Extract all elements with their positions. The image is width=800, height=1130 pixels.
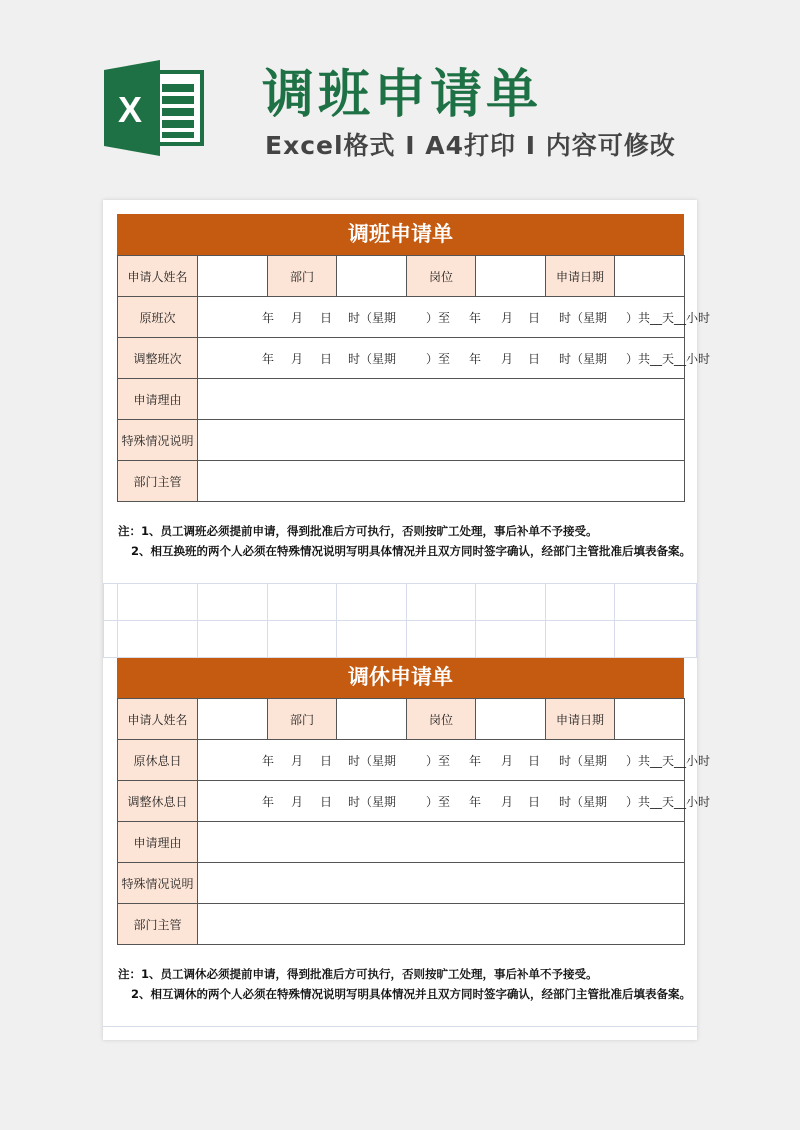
empty-cell[interactable] [614,620,697,658]
note-line: 注：1、员工调班必须提前申请，得到批准后方可执行，否则按旷工处理，事后补单不予接受。 [118,524,598,538]
note-line: 注：1、员工调休必须提前申请，得到批准后方可执行，否则按旷工处理，事后补单不予接受。 [118,967,598,981]
row-label: 原班次 [117,296,198,338]
field-label: 申请人姓名 [117,698,198,740]
row-label: 调整休息日 [117,780,198,822]
text-input[interactable] [197,903,685,945]
time-unit-label: 时（星期 [348,311,397,325]
empty-cell[interactable] [336,583,407,621]
time-unit-label: 月 [291,352,304,366]
time-range-input[interactable] [197,337,711,379]
row-label: 原休息日 [117,739,198,781]
row-label: 特殊情况说明 [117,419,198,461]
time-unit-label: 日 [320,311,333,325]
time-unit-label: 年 [262,795,275,809]
svg-text:X: X [117,89,143,130]
field-input[interactable] [614,698,685,740]
time-unit-label: 日 [528,311,541,325]
form-title: 调休申请单 [117,657,684,698]
field-input[interactable] [475,698,546,740]
time-unit-label: 年 [469,795,482,809]
time-unit-label: 日 [320,352,333,366]
time-unit-label: ）至 [426,795,451,809]
time-unit-label: 日 [528,795,541,809]
time-unit-label: 日 [528,754,541,768]
text-input[interactable] [197,821,685,863]
empty-cell[interactable] [406,583,476,621]
empty-cell[interactable] [336,620,407,658]
time-unit-label: 月 [501,311,514,325]
row-label: 特殊情况说明 [117,862,198,904]
time-unit-label: 年 [469,754,482,768]
time-unit-label: 时（星期 [559,795,608,809]
field-input[interactable] [336,698,407,740]
time-unit-label: 时（星期 [559,352,608,366]
empty-cell[interactable] [117,620,198,658]
time-unit-label: 年 [262,311,275,325]
time-unit-label: 时（星期 [348,352,397,366]
time-unit-label: ）共__天__小时 [626,754,711,768]
time-unit-label: 时（星期 [348,795,397,809]
field-label: 岗位 [406,255,476,297]
field-label: 申请日期 [545,698,615,740]
page-subtitle: Excel格式 I A4打印 I 内容可修改 [265,131,676,160]
page-title: 调班申请单 [262,65,543,125]
row-label: 部门主管 [117,903,198,945]
time-unit-label: 月 [501,352,514,366]
empty-cell[interactable] [545,620,615,658]
spreadsheet [103,200,711,1040]
field-label: 部门 [267,255,337,297]
gridline [103,1026,697,1027]
empty-cell[interactable] [103,583,118,621]
time-unit-label: ）至 [426,352,451,366]
empty-cell[interactable] [614,583,697,621]
field-input[interactable] [197,698,268,740]
time-unit-label: 年 [469,311,482,325]
time-range-input[interactable] [197,739,711,781]
time-unit-label: ）至 [426,311,451,325]
time-unit-label: 日 [320,754,333,768]
text-input[interactable] [197,419,685,461]
time-unit-label: 月 [291,795,304,809]
time-unit-label: 日 [320,795,333,809]
time-range-input[interactable] [197,780,711,822]
time-unit-label: 时（星期 [559,311,608,325]
empty-cell[interactable] [197,583,268,621]
row-label: 调整班次 [117,337,198,379]
time-unit-label: ）共__天__小时 [626,795,711,809]
time-unit-label: 日 [528,352,541,366]
time-unit-label: 月 [291,311,304,325]
field-input[interactable] [614,255,685,297]
form-title: 调班申请单 [117,214,684,255]
field-label: 岗位 [406,698,476,740]
time-unit-label: 时（星期 [348,754,397,768]
row-label: 申请理由 [117,378,198,420]
text-input[interactable] [197,862,685,904]
text-input[interactable] [197,378,685,420]
empty-cell[interactable] [475,583,546,621]
field-label: 部门 [267,698,337,740]
empty-cell[interactable] [103,620,118,658]
empty-cell[interactable] [267,583,337,621]
excel-logo-icon [104,58,204,158]
time-unit-label: ）共__天__小时 [626,311,711,325]
field-label: 申请日期 [545,255,615,297]
time-unit-label: ）至 [426,754,451,768]
field-input[interactable] [475,255,546,297]
empty-cell[interactable] [267,620,337,658]
time-unit-label: 时（星期 [559,754,608,768]
time-unit-label: 月 [501,754,514,768]
text-input[interactable] [197,460,685,502]
time-unit-label: 月 [291,754,304,768]
field-input[interactable] [336,255,407,297]
empty-cell[interactable] [197,620,268,658]
field-label: 申请人姓名 [117,255,198,297]
time-unit-label: 年 [262,352,275,366]
time-range-input[interactable] [197,296,711,338]
field-input[interactable] [197,255,268,297]
time-unit-label: 年 [262,754,275,768]
time-unit-label: 月 [501,795,514,809]
note-line: 2、相互调休的两个人必须在特殊情况说明写明具体情况并且双方同时签字确认，经部门主管批准后填表备案。 [131,987,691,1001]
empty-cell[interactable] [475,620,546,658]
empty-cell[interactable] [545,583,615,621]
time-unit-label: 年 [469,352,482,366]
time-unit-label: ）共__天__小时 [626,352,711,366]
empty-cell[interactable] [117,583,198,621]
row-label: 申请理由 [117,821,198,863]
note-line: 2、相互换班的两个人必须在特殊情况说明写明具体情况并且双方同时签字确认，经部门主管批准后填表备案。 [131,544,691,558]
empty-cell[interactable] [406,620,476,658]
row-label: 部门主管 [117,460,198,502]
